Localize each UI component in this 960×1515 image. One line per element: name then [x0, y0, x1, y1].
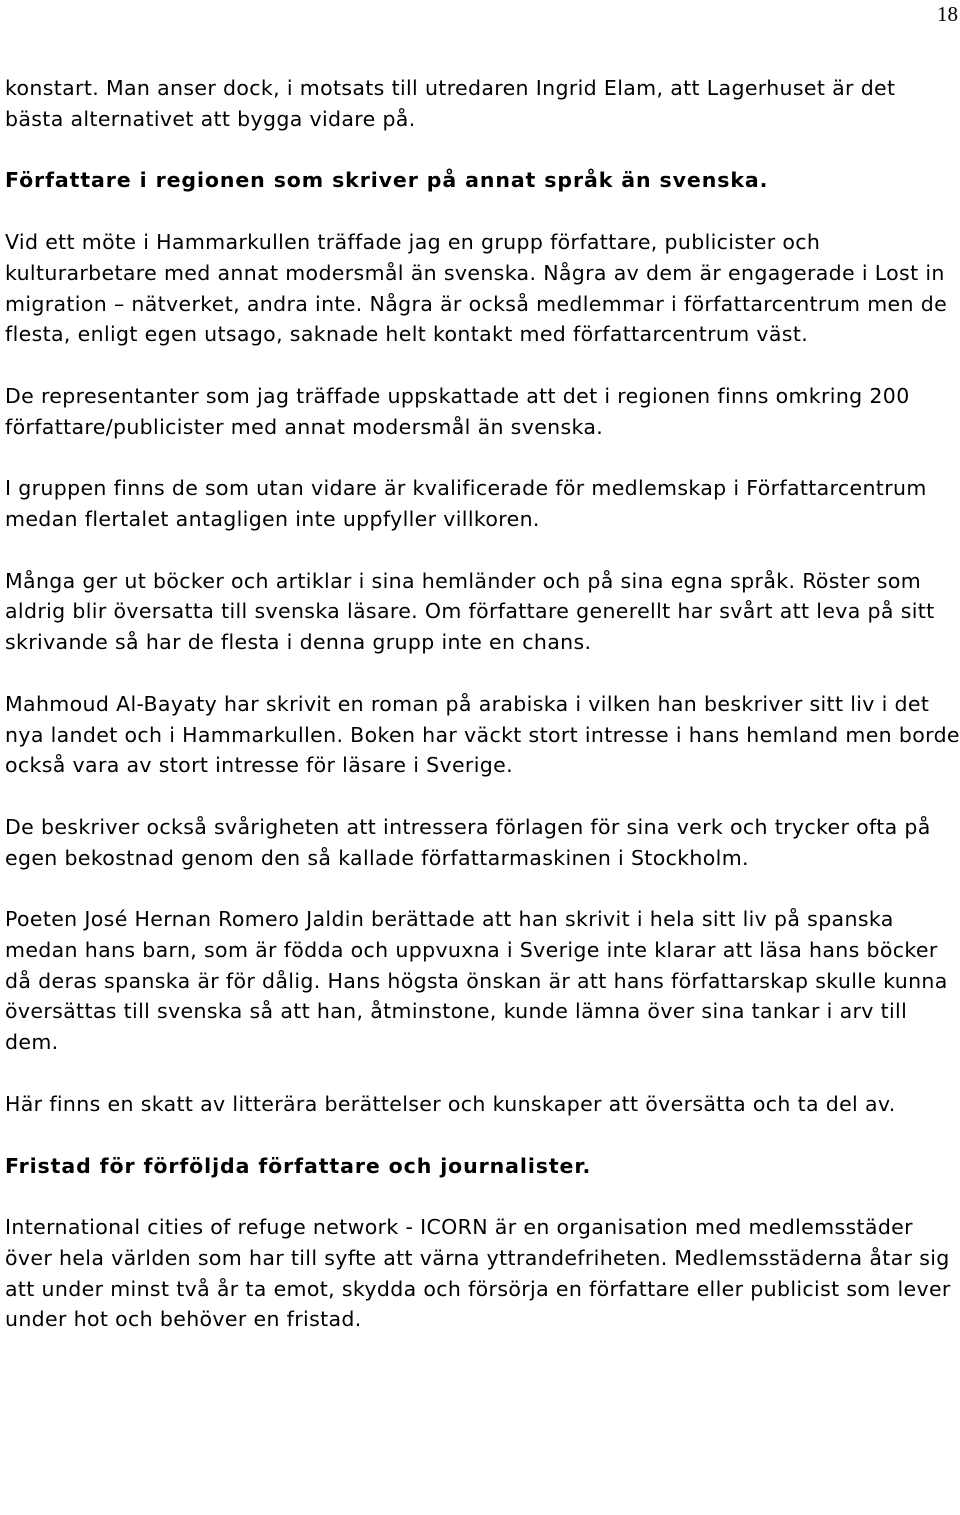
section-heading-other-languages: Författare i regionen som skriver på annat språk än svenska.: [5, 168, 769, 193]
paragraph-icorn: International cities of refuge network - ICORN är en organisation med medlemsstäder över hela världen som har till syfte att värna yttrandefriheten. Medlemsstäderna åtar sig att under minst två år ta emot, skydda och försörja en författare eller publicist som lever under hot och behöver en fristad.: [5, 1215, 951, 1332]
paragraph-al-bayaty: Mahmoud Al-Bayaty har skrivit en roman på arabiska i vilken han beskriver sitt liv i det nya landet och i Hammarkullen. Boken har väckt stort intresse i hans hemland men borde också vara av stort intresse för läsare i Sverige.: [5, 691, 960, 778]
section-heading-refuge: Fristad för förföljda författare och journalister.: [5, 1153, 592, 1178]
paragraph-romero-jaldin: Poeten José Hernan Romero Jaldin berättade att han skrivit i hela sitt liv på spanska medan hans barn, som är födda och uppvuxna i Sverige inte klarar att läsa hans böcker då deras spanska är för dålig. Hans högsta önskan är att hans författarskap skulle kunna översättas till svenska så att han, åtminstone, kunde lämna över sina tankar i arv till dem.: [5, 907, 948, 1055]
paragraph-representatives: De representanter som jag träffade uppskattade att det i regionen finns omkring 200 författare/publicister med annat modersmål än svenska.: [5, 383, 910, 439]
paragraph-publishers-difficulty: De beskriver också svårigheten att intressera förlagen för sina verk och trycker ofta på egen bekostnad genom den så kallade författarmaskinen i Stockholm.: [5, 814, 931, 870]
paragraph-publishing: Många ger ut böcker och artiklar i sina hemländer och på sina egna språk. Röster som aldrig blir översatta till svenska läsare. Om författare generellt har svårt att leva på sitt skrivande så har de flesta i denna grupp inte en chans.: [5, 568, 935, 655]
document-body: [5, 73, 960, 1335]
paragraph-membership: I gruppen finns de som utan vidare är kvalificerade för medlemskap i Författarcentrum medan flertalet antagligen inte uppfyller villkoren.: [5, 476, 927, 532]
paragraph-hammarkullen-meeting: Vid ett möte i Hammarkullen träffade jag en grupp författare, publicister och kulturarbetare med annat modersmål än svenska. Några av dem är engagerade i Lost in migration – nätverket, andra inte. Några är också medlemmar i författarcentrum men de flesta, enligt egen utsago, saknade helt kontakt med författarcentrum väst.: [5, 230, 948, 347]
paragraph-intro-continued: konstart. Man anser dock, i motsats till utredaren Ingrid Elam, att Lagerhuset är det bästa alternativet att bygga vidare på.: [5, 76, 896, 131]
paragraph-treasure: Här finns en skatt av litterära berättelser och kunskaper att översätta och ta del av.: [5, 1091, 896, 1116]
page-number: 18: [937, 2, 958, 26]
